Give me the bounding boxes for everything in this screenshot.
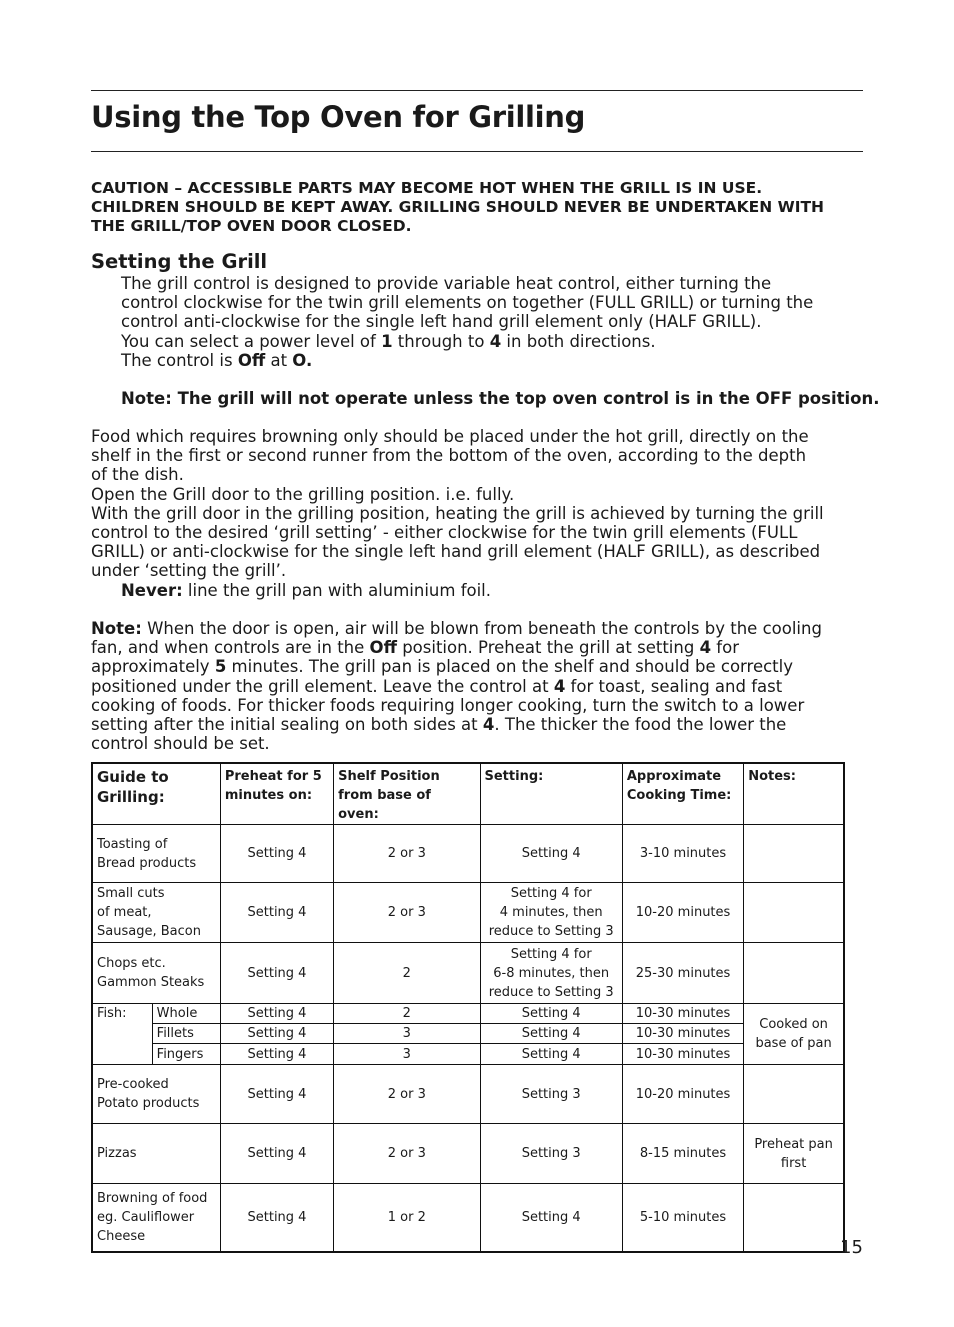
text-line: under ‘setting the grill’. — [91, 561, 287, 581]
time-cell: 10-20 minutes — [622, 883, 743, 943]
preheat-cell: Setting 4 — [220, 1184, 333, 1252]
header-cooking-time: Approximate Cooking Time: — [622, 763, 743, 825]
text-line: control to the desired ‘grill setting’ - either clockwise for the twin grill elements (FULL — [91, 523, 798, 543]
header-notes: Notes: — [744, 763, 844, 825]
table-row-fish — [92, 1044, 844, 1065]
text-line — [91, 715, 822, 734]
notes-cell: Preheat pan first — [744, 1124, 844, 1184]
text: approximately — [91, 657, 215, 677]
text-line — [91, 638, 822, 657]
text: You can select a power level of — [121, 331, 382, 351]
never-line — [91, 581, 824, 600]
text: . The thicker the food the lower the — [494, 715, 787, 735]
preheat-cell: Setting 4 — [220, 1124, 333, 1184]
fish-notes-cell: Cooked on base of pan — [744, 1004, 844, 1065]
caution-line: CHILDREN SHOULD BE KEPT AWAY. GRILLING SHOULD NEVER BE UNDERTAKEN WITH — [91, 198, 825, 216]
table-header-row — [92, 763, 844, 825]
header-preheat: Preheat for 5 minutes on: — [220, 763, 333, 825]
text: for toast, sealing and fast — [565, 676, 783, 696]
setting-cell: Setting 3 — [480, 1065, 622, 1124]
text: minutes. The grill pan is placed on the shelf and should be correctly — [226, 657, 794, 677]
text: position. Preheat the grill at setting — [396, 638, 700, 658]
setting-value: 4 — [482, 715, 495, 735]
preheat-cell: Setting 4 — [220, 825, 333, 883]
text-line: cooking of foods. For thicker foods requiring longer cooking, turn the switch to a lower — [91, 695, 805, 715]
shelf-cell: 3 — [334, 1024, 480, 1044]
text-line: control clockwise for the twin grill elements on together (FULL GRILL) or turning the — [121, 293, 814, 313]
food-cell: Small cuts of meat, Sausage, Bacon — [92, 883, 220, 943]
setting-cell: Setting 4 for 4 minutes, then reduce to Setting 3 — [480, 883, 622, 943]
off-label: Off — [369, 638, 397, 658]
fish-label-cell: Fish: — [92, 1004, 152, 1065]
text: through to — [392, 331, 490, 351]
shelf-cell: 2 or 3 — [334, 1065, 480, 1124]
note-label: Note: — [91, 619, 142, 638]
page-title: Using the Top Oven for Grilling — [91, 100, 586, 134]
shelf-cell: 2 — [334, 943, 480, 1004]
shelf-cell: 1 or 2 — [334, 1184, 480, 1252]
shelf-cell: 3 — [334, 1044, 480, 1065]
table-row — [92, 1065, 844, 1124]
fish-type-cell: Fillets — [152, 1024, 220, 1044]
time-cell: 10-30 minutes — [622, 1004, 743, 1024]
power-level-line — [121, 332, 813, 351]
notes-cell — [744, 943, 844, 1004]
time-cell: 10-30 minutes — [622, 1044, 743, 1065]
fish-type-cell: Fingers — [152, 1044, 220, 1065]
caution-line: CAUTION – ACCESSIBLE PARTS MAY BECOME HOT WHEN THE GRILL IS IN USE. — [91, 179, 763, 197]
preheat-cell: Setting 4 — [220, 943, 333, 1004]
control-off-line — [121, 351, 813, 370]
food-paragraph — [91, 427, 824, 600]
text: for — [711, 638, 739, 658]
header-setting: Setting: — [480, 763, 622, 825]
food-cell: Toasting of Bread products — [92, 825, 220, 883]
note-line: Note: The grill will not operate unless the top oven control is in the OFF position. — [121, 389, 880, 408]
setting-cell: Setting 4 — [480, 1044, 622, 1065]
preheat-cell: Setting 4 — [220, 883, 333, 943]
time-cell: 3-10 minutes — [622, 825, 743, 883]
food-cell: Browning of food eg. Cauliflower Cheese — [92, 1184, 220, 1252]
caution-line: THE GRILL/TOP OVEN DOOR CLOSED. — [91, 217, 412, 235]
off-label: Off — [237, 350, 266, 370]
never-label: Never: — [121, 580, 183, 600]
text: setting after the initial sealing on both sides at — [91, 715, 483, 735]
text-line — [91, 619, 822, 638]
time-cell: 5-10 minutes — [622, 1184, 743, 1252]
header-shelf-position: Shelf Position from base of oven: — [334, 763, 480, 825]
text: The control is — [121, 350, 238, 370]
preheat-cell: Setting 4 — [220, 1065, 333, 1124]
text-line: Food which requires browning only should be placed under the hot grill, directly on the — [91, 427, 809, 446]
text-line: of the dish. — [91, 465, 184, 485]
text-line: control should be set. — [91, 734, 270, 754]
notes-cell — [744, 825, 844, 883]
table-row — [92, 943, 844, 1004]
preheat-cell: Setting 4 — [220, 1004, 333, 1024]
top-rule — [91, 90, 863, 91]
shelf-cell: 2 or 3 — [334, 1124, 480, 1184]
time-cell: 10-20 minutes — [622, 1065, 743, 1124]
setting-cell: Setting 4 for 6-8 minutes, then reduce to Setting 3 — [480, 943, 622, 1004]
text-line: The grill control is designed to provide variable heat control, either turning the — [121, 274, 772, 293]
notes-cell — [744, 1184, 844, 1252]
fish-type-cell: Whole — [152, 1004, 220, 1024]
shelf-cell: 2 or 3 — [334, 883, 480, 943]
setting-cell: Setting 4 — [480, 1004, 622, 1024]
header-guide: Guide to Grilling: — [92, 763, 220, 825]
food-cell: Pizzas — [92, 1124, 220, 1184]
text: positioned under the grill element. Leave the control at — [91, 676, 554, 696]
notes-cell — [744, 1065, 844, 1124]
setting-cell: Setting 4 — [480, 1184, 622, 1252]
setting-value: 4 — [553, 676, 566, 696]
power-min: 1 — [381, 331, 393, 351]
text-line — [91, 657, 822, 676]
table-row — [92, 1124, 844, 1184]
table-row — [92, 883, 844, 943]
text: When the door is open, air will be blown from beneath the controls by the cooling — [141, 619, 822, 638]
preheat-cell: Setting 4 — [220, 1024, 333, 1044]
text-line — [91, 677, 822, 696]
text-line: shelf in the first or second runner from the bottom of the oven, according to the depth — [91, 446, 807, 466]
setting-paragraph — [121, 274, 813, 370]
text-line: control anti-clockwise for the single left hand grill element only (HALF GRILL). — [121, 312, 762, 332]
time-cell: 8-15 minutes — [622, 1124, 743, 1184]
zero-label: O. — [292, 350, 313, 370]
grill-note — [121, 389, 880, 408]
table-row — [92, 825, 844, 883]
table-row-fish — [92, 1024, 844, 1044]
caution-warning — [91, 179, 861, 236]
food-cell: Chops etc. Gammon Steaks — [92, 943, 220, 1004]
time-cell: 25-30 minutes — [622, 943, 743, 1004]
section-heading-setting-grill: Setting the Grill — [91, 250, 268, 273]
shelf-cell: 2 or 3 — [334, 825, 480, 883]
food-cell: Pre-cooked Potato products — [92, 1065, 220, 1124]
table-row — [92, 1184, 844, 1252]
text: at — [265, 350, 293, 370]
shelf-cell: 2 — [334, 1004, 480, 1024]
time-cell: 10-30 minutes — [622, 1024, 743, 1044]
title-rule — [91, 151, 863, 152]
text: fan, and when controls are in the — [91, 638, 370, 658]
setting-cell: Setting 4 — [480, 825, 622, 883]
text: in both directions. — [501, 331, 656, 351]
preheat-cell: Setting 4 — [220, 1044, 333, 1065]
minutes-value: 5 — [214, 657, 227, 677]
notes-cell — [744, 883, 844, 943]
power-max: 4 — [489, 331, 502, 351]
setting-value: 4 — [699, 638, 712, 658]
text: line the grill pan with aluminium foil. — [182, 580, 492, 600]
grilling-guide-table — [91, 762, 845, 1253]
setting-cell: Setting 3 — [480, 1124, 622, 1184]
setting-cell: Setting 4 — [480, 1024, 622, 1044]
page-number: 15 — [840, 1237, 863, 1258]
table-row-fish — [92, 1004, 844, 1024]
text-line: With the grill door in the grilling position, heating the grill is achieved by turning the grill — [91, 503, 824, 523]
door-note-paragraph — [91, 619, 822, 753]
text-line: Open the Grill door to the grilling position. i.e. fully. — [91, 484, 515, 504]
text-line: GRILL) or anti-clockwise for the single left hand grill element (HALF GRILL), as described — [91, 542, 821, 562]
